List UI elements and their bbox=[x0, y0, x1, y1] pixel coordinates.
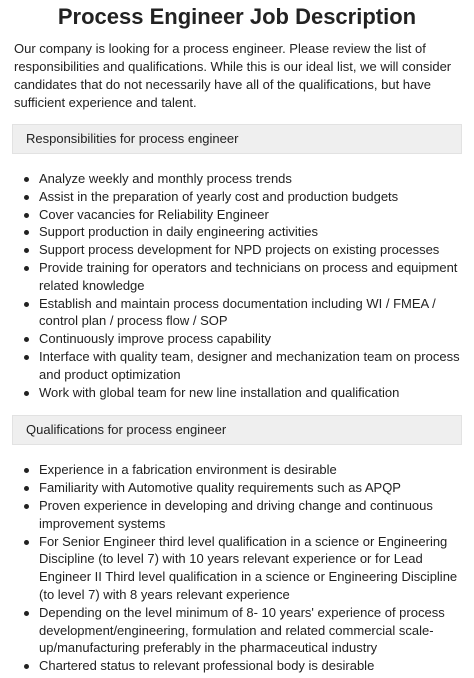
bullet-icon bbox=[24, 248, 29, 253]
intro-paragraph: Our company is looking for a process engineer. Please review the list of responsibilities and qualifications. While this is our ideal list, we will consider candidates that do not necessarily have all of the qualifications, but have sufficient experience and talent. bbox=[14, 41, 452, 110]
list-item: Interface with quality team, designer and mechanization team on process and product optimization bbox=[22, 348, 462, 384]
list-item: Proven experience in developing and driving change and continuous improvement systems bbox=[22, 497, 462, 533]
bullet-icon bbox=[24, 337, 29, 342]
bullet-icon bbox=[24, 213, 29, 218]
bullet-icon bbox=[24, 195, 29, 200]
bullet-icon bbox=[24, 355, 29, 360]
list-item: Provide training for operators and technicians on process and equipment related knowledge bbox=[22, 259, 462, 295]
list-item: Support process development for NPD projects on existing processes bbox=[22, 241, 462, 259]
bullet-icon bbox=[24, 486, 29, 491]
list-item: For Senior Engineer third level qualification in a science or Engineering Discipline (to level 7) with 10 years relevant experience or for Lead Engineer II Third level qualification in a science or Engineering Discipline (to level 7) with 8 years relevant experience bbox=[22, 533, 462, 604]
bullet-icon bbox=[24, 391, 29, 396]
qualifications-list bbox=[12, 461, 462, 675]
list-item: Depending on the level minimum of 8- 10 years' experience of process development/engineering, formulation and related commercial scale-up/manufacturing preferably in the pharmaceutical industry bbox=[22, 604, 462, 657]
bullet-icon bbox=[24, 230, 29, 235]
list-item: Chartered status to relevant professional body is desirable bbox=[22, 657, 462, 675]
bullet-icon bbox=[24, 177, 29, 182]
bullet-icon bbox=[24, 468, 29, 473]
list-item: Support production in daily engineering activities bbox=[22, 223, 462, 241]
bullet-icon bbox=[24, 611, 29, 616]
list-item: Experience in a fabrication environment is desirable bbox=[22, 461, 462, 479]
list-item: Work with global team for new line installation and qualification bbox=[22, 384, 462, 402]
list-item: Analyze weekly and monthly process trends bbox=[22, 170, 462, 188]
responsibilities-list bbox=[12, 170, 462, 401]
list-item: Assist in the preparation of yearly cost and production budgets bbox=[22, 188, 462, 206]
list-item: Establish and maintain process documentation including WI / FMEA / control plan / process flow / SOP bbox=[22, 295, 462, 331]
page-title: Process Engineer Job Description bbox=[57, 4, 417, 29]
list-item: Cover vacancies for Reliability Engineer bbox=[22, 206, 462, 224]
bullet-icon bbox=[24, 540, 29, 545]
list-item: Continuously improve process capability bbox=[22, 330, 462, 348]
bullet-icon bbox=[24, 266, 29, 271]
bullet-icon bbox=[24, 504, 29, 509]
bullet-icon bbox=[24, 664, 29, 669]
list-item: Familiarity with Automotive quality requirements such as APQP bbox=[22, 479, 462, 497]
bullet-icon bbox=[24, 302, 29, 307]
qualifications-heading: Qualifications for process engineer bbox=[12, 415, 462, 445]
responsibilities-heading: Responsibilities for process engineer bbox=[12, 124, 462, 154]
